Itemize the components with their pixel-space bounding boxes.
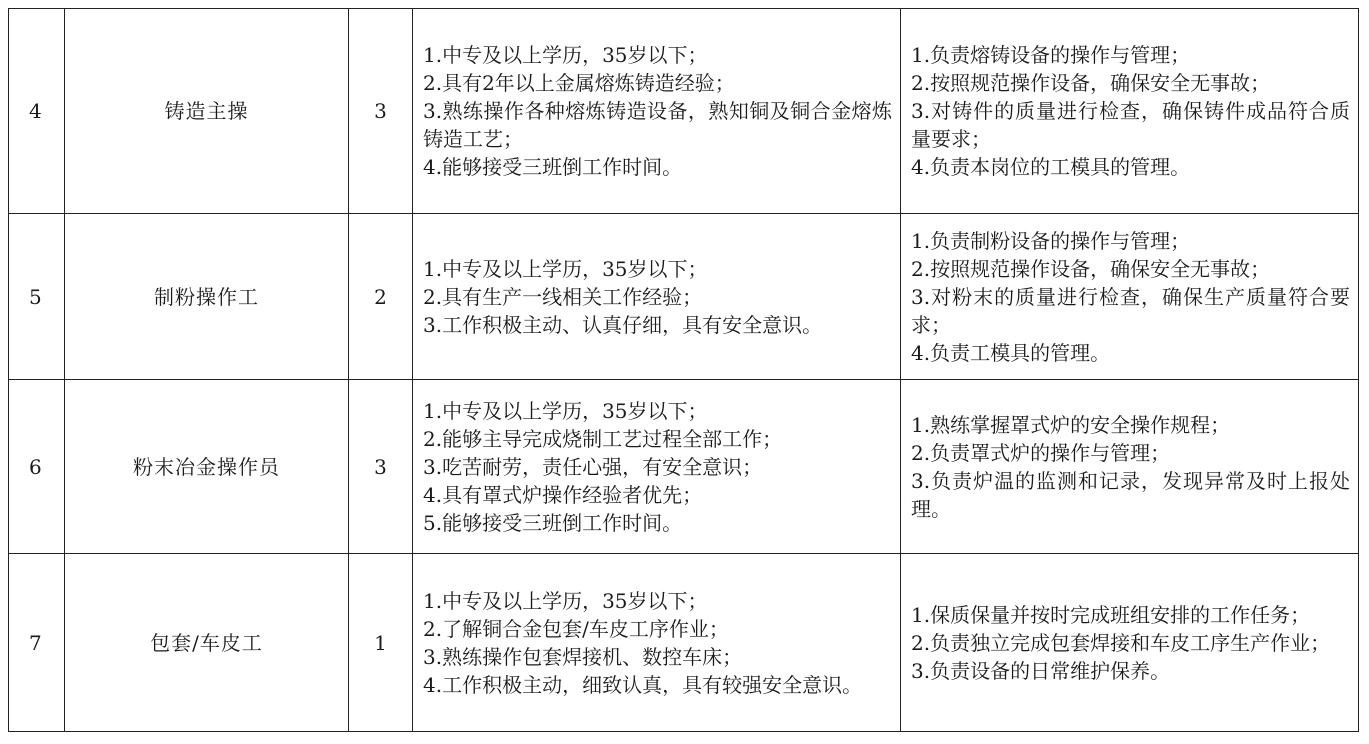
position-name: 包套/车皮工 <box>65 554 349 732</box>
duty-item: 3.负责炉温的监测和记录，发现异常及时上报处理。 <box>911 468 1350 521</box>
duty-item: 2.负责独立完成包套焊接和车皮工序生产作业； <box>911 630 1331 655</box>
requirement-item: 4.具有罩式炉操作经验者优先； <box>423 482 703 507</box>
duties-cell <box>901 214 1359 380</box>
duty-item: 3.对铸件的质量进行检查，确保铸件成品符合质量要求； <box>911 99 1350 151</box>
table-row <box>9 9 1359 214</box>
requirement-item: 3.熟练操作各种熔炼铸造设备，熟知铜及铜合金熔炼铸造工艺； <box>423 99 892 151</box>
requirement-item: 2.能够主导完成烧制工艺过程全部工作； <box>423 426 783 451</box>
position-name: 铸造主操 <box>65 9 349 214</box>
headcount: 2 <box>349 214 413 380</box>
row-number: 7 <box>9 554 65 732</box>
requirement-item: 1.中专及以上学历，35岁以下； <box>423 43 708 67</box>
requirement-item: 3.熟练操作包套焊接机、数控车床； <box>423 644 743 669</box>
position-name: 制粉操作工 <box>65 214 349 380</box>
requirements-cell <box>413 9 901 214</box>
duties-cell <box>901 554 1359 732</box>
job-table <box>8 8 1359 732</box>
duty-item: 3.负责设备的日常维护保养。 <box>911 658 1171 683</box>
duty-item: 1.负责制粉设备的操作与管理； <box>911 228 1191 253</box>
headcount: 3 <box>349 380 413 554</box>
requirements-cell <box>413 554 901 732</box>
duty-item: 3.对粉末的质量进行检查，确保生产质量符合要求； <box>911 284 1350 337</box>
duty-item: 4.负责本岗位的工模具的管理。 <box>911 155 1191 179</box>
requirements-cell <box>413 380 901 554</box>
table-row <box>9 380 1359 554</box>
requirement-item: 5.能够接受三班倒工作时间。 <box>423 510 683 535</box>
requirement-item: 2.具有生产一线相关工作经验； <box>423 284 703 309</box>
duty-item: 2.按照规范操作设备，确保安全无事故； <box>911 71 1271 95</box>
duty-item: 1.熟练掌握罩式炉的安全操作规程； <box>911 412 1231 437</box>
requirement-item: 4.工作积极主动，细致认真，具有较强安全意识。 <box>423 672 863 697</box>
duties-cell <box>901 9 1359 214</box>
requirement-item: 3.吃苦耐劳，责任心强，有安全意识； <box>423 454 763 479</box>
requirement-item: 4.能够接受三班倒工作时间。 <box>423 155 683 179</box>
requirement-item: 2.了解铜合金包套/车皮工序作业； <box>423 616 729 641</box>
table-row <box>9 214 1359 380</box>
requirements-cell <box>413 214 901 380</box>
row-number: 5 <box>9 214 65 380</box>
duty-item: 2.负责罩式炉的操作与管理； <box>911 440 1171 465</box>
requirement-item: 1.中专及以上学历，35岁以下； <box>423 256 708 281</box>
duties-cell <box>901 380 1359 554</box>
position-name: 粉末冶金操作员 <box>65 380 349 554</box>
duty-item: 4.负责工模具的管理。 <box>911 340 1111 365</box>
duty-item: 1.保质保量并按时完成班组安排的工作任务； <box>911 602 1311 627</box>
row-number: 6 <box>9 380 65 554</box>
row-number: 4 <box>9 9 65 214</box>
headcount: 3 <box>349 9 413 214</box>
requirement-item: 1.中专及以上学历，35岁以下； <box>423 588 708 613</box>
duty-item: 2.按照规范操作设备，确保安全无事故； <box>911 256 1271 281</box>
requirement-item: 2.具有2年以上金属熔炼铸造经验； <box>423 71 735 95</box>
duty-item: 1.负责熔铸设备的操作与管理； <box>911 43 1191 67</box>
requirement-item: 3.工作积极主动、认真仔细，具有安全意识。 <box>423 312 823 337</box>
table-row <box>9 554 1359 732</box>
headcount: 1 <box>349 554 413 732</box>
requirement-item: 1.中专及以上学历，35岁以下； <box>423 398 708 423</box>
